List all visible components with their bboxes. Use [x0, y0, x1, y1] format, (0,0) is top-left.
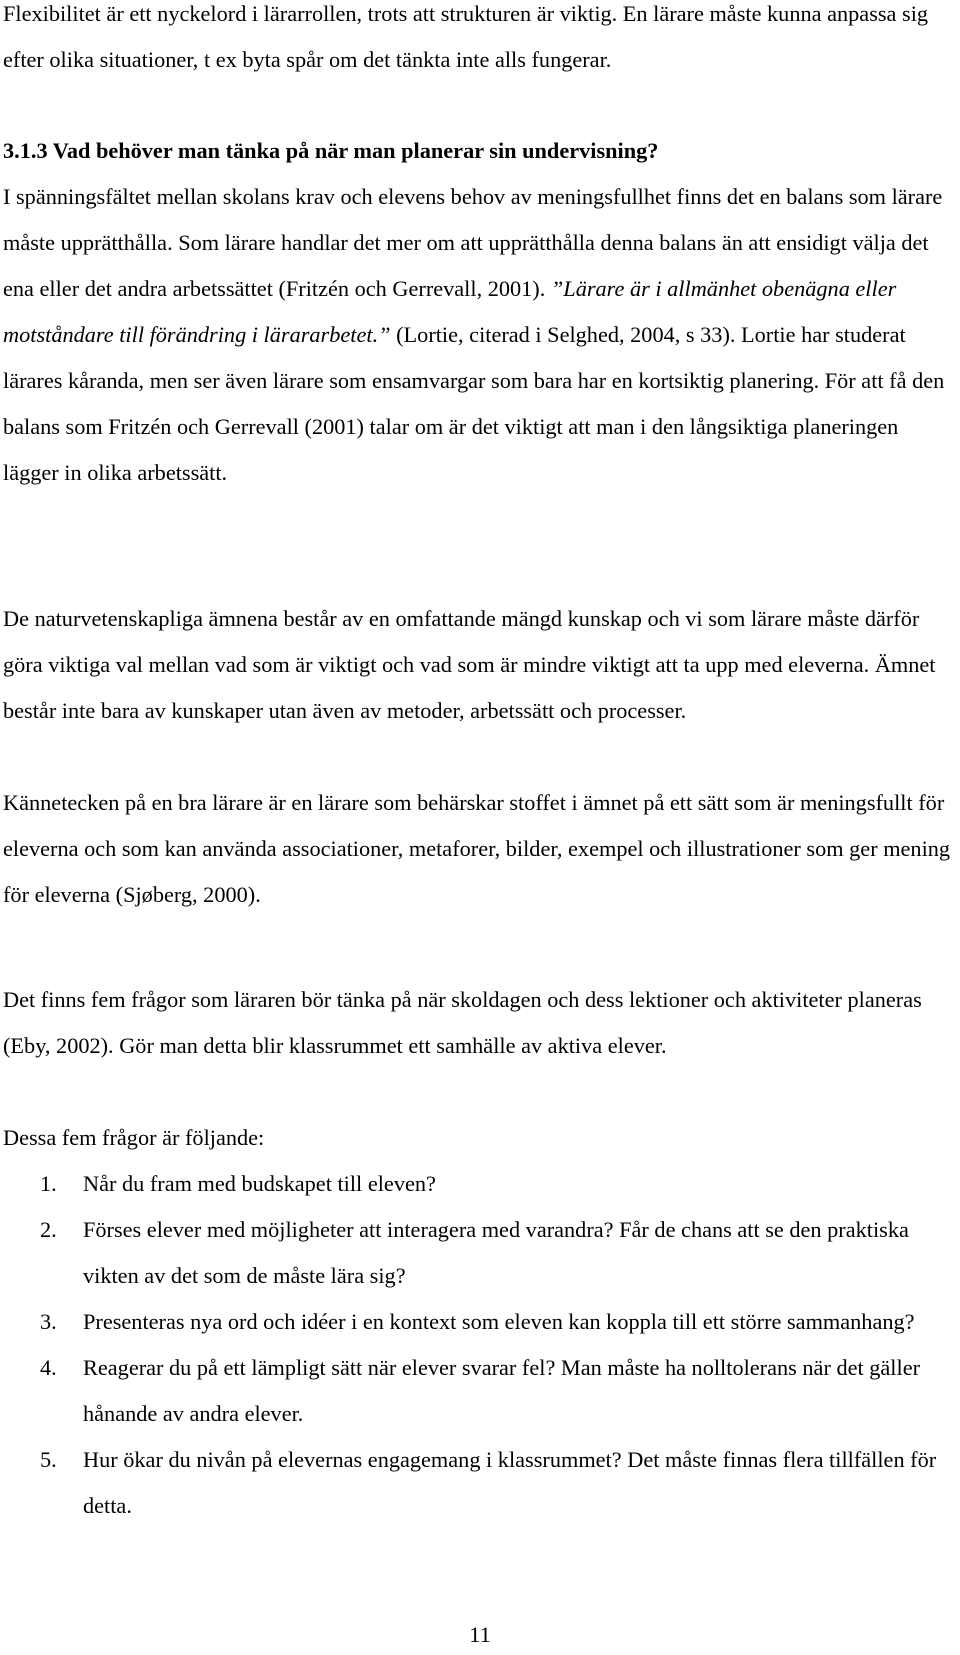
questions-list	[0, 1161, 960, 1529]
list-item-text: Presenteras nya ord och idéer i en kontext som eleven kan koppla till ett större sammanhang?	[83, 1309, 915, 1334]
list-item-number: 4.	[40, 1355, 57, 1380]
list-item	[0, 1437, 955, 1529]
list-item	[0, 1207, 955, 1299]
list-item-number: 1.	[40, 1171, 57, 1196]
paragraph-balance-text-b: (Lortie, citerad i Selghed, 2004, s 33). Lortie har studerat lärares kåranda, men ser även lärare som ensamvargar som bara har en kortsiktig planering. För att få den balans som Fritzén och Gerrevall (2001) talar om är det viktigt att man i den långsiktiga planeringen lägger in olika arbetssätt.	[3, 322, 945, 485]
paragraph-list-intro: Dessa fem frågor är följande:	[3, 1125, 265, 1150]
paragraph-balance	[3, 174, 958, 496]
list-item-text: Hur ökar du nivån på elevernas engagemang i klassrummet? Det måste finnas flera tillfällen för detta.	[83, 1447, 937, 1518]
list-item-text: Reagerar du på ett lämpligt sätt när elever svarar fel? Man måste ha nolltolerans när det gäller hånande av andra elever.	[83, 1355, 921, 1426]
lortie-quote: ”Lärare är i allmänhet obenägna eller motståndare till förändring i lärararbetet.”	[3, 276, 897, 347]
list-item-text: Förses elever med möjligheter att interagera med varandra? Får de chans att se den praktiska vikten av det som de måste lära sig?	[83, 1217, 909, 1288]
list-item	[0, 1345, 955, 1437]
paragraph-flexibility: Flexibilitet är ett nyckelord i lärarrollen, trots att strukturen är viktig. En lärare måste kunna anpassa sig efter olika situationer, t ex byta spår om det tänkta inte alls fungerar.	[3, 1, 929, 72]
list-item	[0, 1161, 955, 1207]
paragraph-balance-text-a: I spänningsfältet mellan skolans krav och elevens behov av meningsfullhet finns det en balans som lärare måste upprätthålla. Som lärare handlar det mer om att upprätthålla denna balans än att ensidigt välja det ena eller det andra arbetssättet (Fritzén och Gerrevall, 2001).	[3, 184, 943, 301]
list-item	[0, 1299, 955, 1345]
paragraph-five-questions: Det finns fem frågor som läraren bör tänka på när skoldagen och dess lektioner och aktiviteter planeras (Eby, 2002). Gör man detta blir klassrummet ett samhälle av aktiva elever.	[3, 987, 922, 1058]
list-item-number: 3.	[40, 1309, 57, 1334]
paragraph-science-subjects: De naturvetenskapliga ämnena består av en omfattande mängd kunskap och vi som lärare måste därför göra viktiga val mellan vad som är viktigt och vad som är mindre viktigt att ta upp med eleverna. Ämnet består inte bara av kunskaper utan även av metoder, arbetssätt och processer.	[3, 606, 936, 723]
list-item-number: 2.	[40, 1217, 57, 1242]
list-item-text: Når du fram med budskapet till eleven?	[83, 1171, 436, 1196]
paragraph-good-teacher: Kännetecken på en bra lärare är en lärare som behärskar stoffet i ämnet på ett sätt som är meningsfullt för eleverna och som kan använda associationer, metaforer, bilder, exempel och illustrationer som ger mening för eleverna (Sjøberg, 2000).	[3, 790, 951, 907]
section-heading: 3.1.3 Vad behöver man tänka på när man planerar sin undervisning?	[3, 138, 659, 163]
page-number: 11	[469, 1622, 491, 1647]
list-item-number: 5.	[40, 1447, 57, 1472]
